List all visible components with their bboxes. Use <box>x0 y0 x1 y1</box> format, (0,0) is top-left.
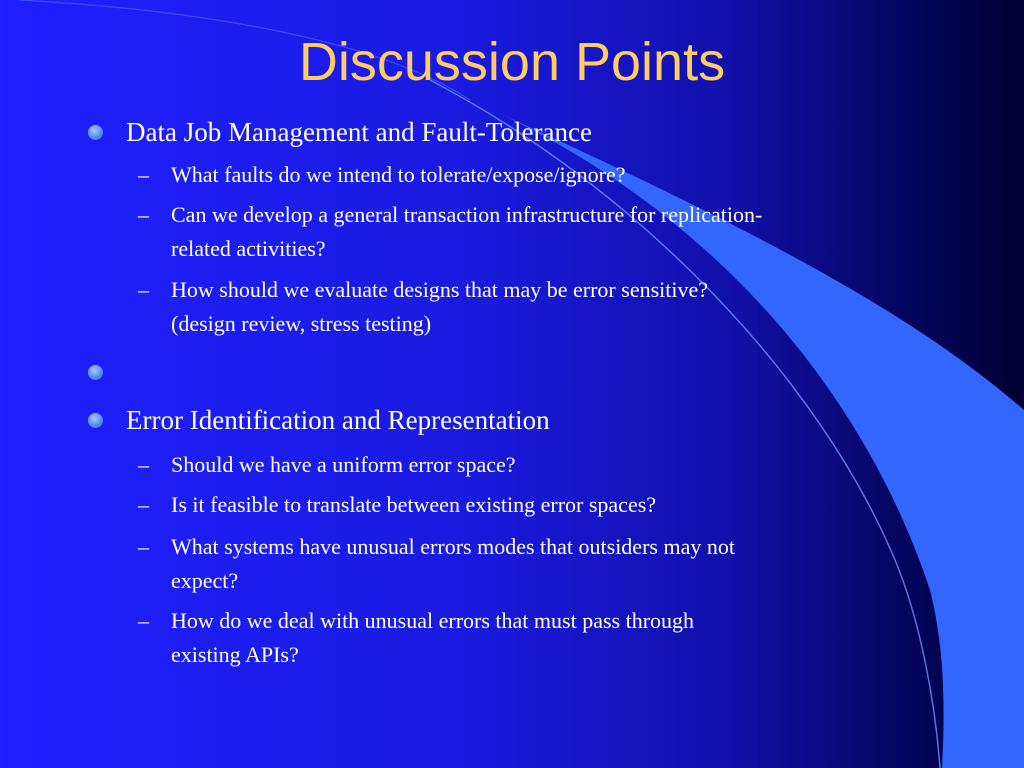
sub-bullet-text: What faults do we intend to tolerate/expose/ignore? <box>171 162 626 187</box>
dash-icon: – <box>138 452 149 477</box>
bullet-circle-icon <box>88 125 103 140</box>
sub-bullet-text: How should we evaluate designs that may be error sensitive? <box>171 277 709 302</box>
dash-icon: – <box>138 162 149 187</box>
sub-bullet-text-continued: expect? <box>171 568 239 593</box>
bullet-heading: Error Identification and Representation <box>126 405 550 435</box>
dash-icon: – <box>138 492 149 517</box>
bullet-heading: Data Job Management and Fault-Tolerance <box>126 117 592 147</box>
sub-bullet-text-continued: related activities? <box>171 236 326 261</box>
dash-icon: – <box>138 534 149 559</box>
sub-bullet-text: Should we have a uniform error space? <box>171 452 516 477</box>
dash-icon: – <box>138 277 149 302</box>
sub-bullet-text-continued: existing APIs? <box>171 642 299 667</box>
sub-bullet-text: How do we deal with unusual errors that must pass through <box>171 608 695 633</box>
bullet-circle-icon <box>88 365 103 380</box>
bullet-circle-icon <box>88 413 103 428</box>
sub-bullet-text: Is it feasible to translate between existing error spaces? <box>171 492 657 517</box>
slide-title: Discussion Points <box>298 32 726 92</box>
sub-bullet-text: Can we develop a general transaction infrastructure for replication- <box>171 202 763 227</box>
sub-bullet-text-continued: (design review, stress testing) <box>171 311 432 336</box>
sub-bullet-text: What systems have unusual errors modes that outsiders may not <box>171 534 735 559</box>
dash-icon: – <box>138 608 149 633</box>
dash-icon: – <box>138 202 149 227</box>
